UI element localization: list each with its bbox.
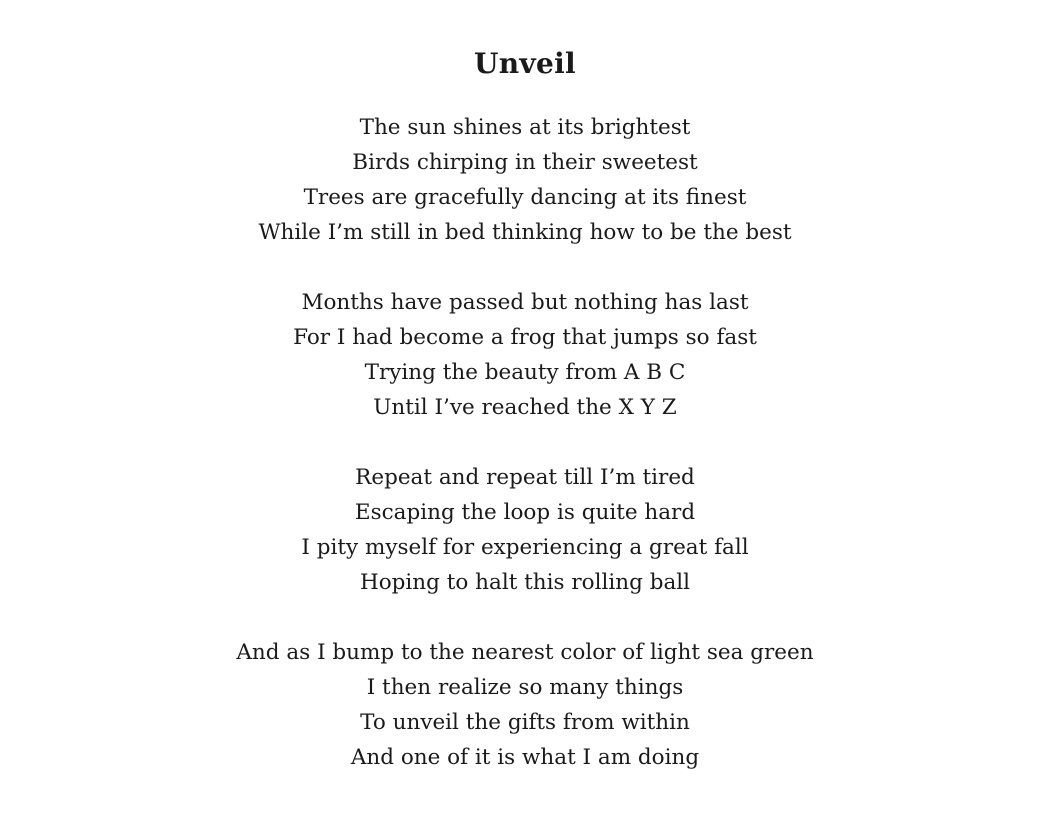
poem-line: And as I bump to the nearest color of light sea green <box>236 640 814 665</box>
stanza <box>0 460 1050 600</box>
poem-line: And one of it is what I am doing <box>350 745 700 770</box>
poem-line: While I’m still in bed thinking how to be the best <box>258 220 792 245</box>
poem-body <box>0 110 1050 810</box>
poem-line: Birds chirping in their sweetest <box>352 150 698 175</box>
stanza <box>0 110 1050 250</box>
poem-line: For I had become a frog that jumps so fast <box>293 325 757 350</box>
poem-title: Unveil <box>474 47 576 80</box>
poem-line: To unveil the gifts from within <box>360 710 690 735</box>
stanza <box>0 635 1050 775</box>
stanza <box>0 285 1050 425</box>
poem-line: The sun shines at its brightest <box>359 115 691 140</box>
poem-line: I then realize so many things <box>366 675 684 700</box>
poem-line: I pity myself for experiencing a great fall <box>301 535 749 560</box>
poem-line: Hoping to halt this rolling ball <box>359 570 691 595</box>
poem-line: Until I’ve reached the X Y Z <box>373 395 677 420</box>
poem-line: Escaping the loop is quite hard <box>354 500 696 525</box>
poem-line: Trying the beauty from A B C <box>364 360 686 385</box>
poem-line: Trees are gracefully dancing at its finest <box>303 185 747 210</box>
poem-line: Months have passed but nothing has last <box>301 290 749 315</box>
poem-line: Repeat and repeat till I’m tired <box>355 465 695 490</box>
